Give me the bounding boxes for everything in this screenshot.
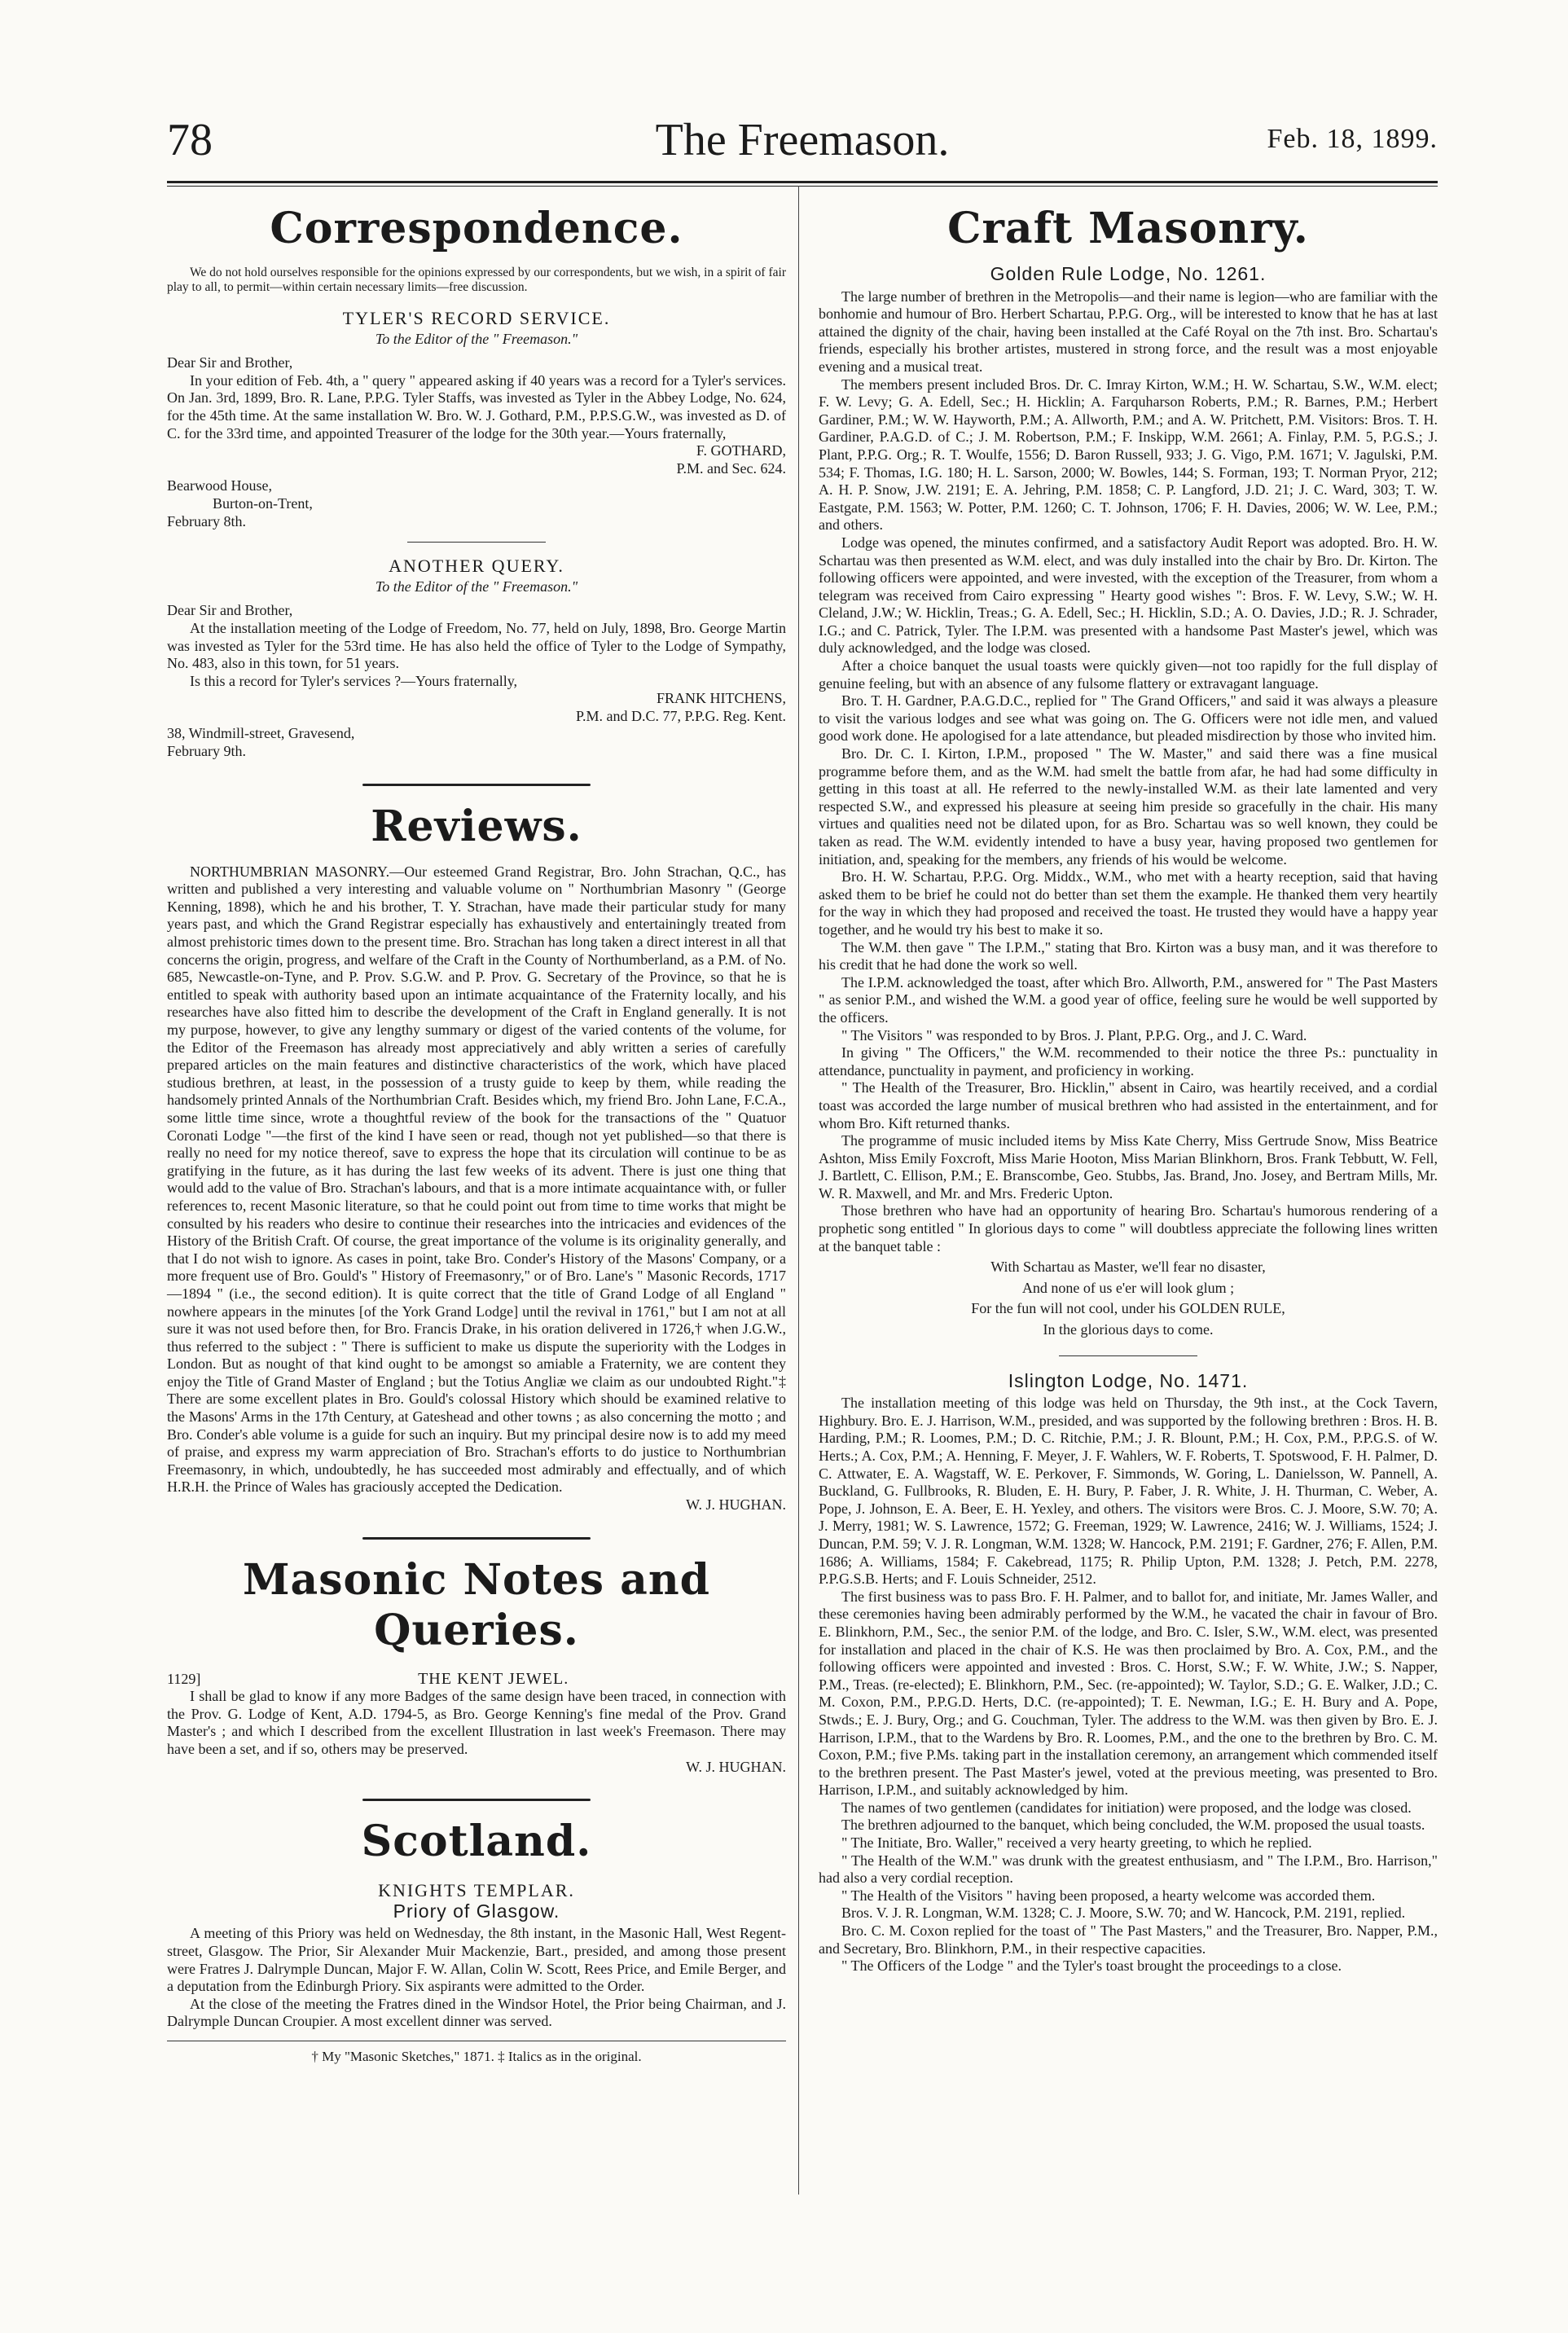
footnote: † My "Masonic Sketches," 1871. ‡ Italics as in the original. xyxy=(311,2048,642,2064)
letter-heading: TYLER'S RECORD SERVICE. xyxy=(342,308,611,328)
letter-addressee: To the Editor of the " Freemason." xyxy=(375,578,578,595)
report-paragraph: Bros. V. J. R. Longman, W.M. 1328; C. J. Moore, S.W. 70; and W. Hancock, P.M. 2191, replied. xyxy=(841,1905,1406,1922)
report-paragraph: After a choice banquet the usual toasts were quickly given—not too rapidly for the full display of genuine feeling, but with an absence of any fulsome flattery or extravagant language. xyxy=(819,657,1438,692)
report-paragraph: The I.P.M. acknowledged the toast, after which Bro. Allworth, P.M., answered for " The Past Masters " as senior P.M., and wished the W.M. a good year of office, feeling sure he would be well supported by the officers. xyxy=(819,973,1438,1026)
note-number: 1129] xyxy=(167,1670,201,1687)
letter-question: Is this a record for Tyler's services ?—Yours fraternally, xyxy=(190,672,518,689)
craft-masonry-title: Craft Masonry. xyxy=(947,204,1309,253)
letter-date: February 9th. xyxy=(167,743,246,760)
report-paragraph: Those brethren who have had an opportunity of hearing Bro. Schartau's humorous rendering of a prophetic song entitled " In glorious days to come " will doubtless appreciate the following lines written at the banquet table : xyxy=(819,1202,1438,1254)
report-paragraph: Bro. T. H. Gardner, P.A.G.D.C., replied for " The Grand Officers," and said it was always a pleasure to visit the various lodges and see what was going on. The G. Officers were not idle men, and valued good work done. He apologised for a late attendance, but pleaded misdirection by those who invited him. xyxy=(819,692,1438,745)
note-heading: THE KENT JEWEL. xyxy=(418,1669,569,1688)
report-paragraph: The members present included Bros. Dr. C. Imray Kirton, W.M.; H. W. Schartau, S.W., W.M. elect; F. W. Levy; G. A. Edell, Sec.; H. Hicklin; A. Farquharson Roberts, P.M.; R. Barnes, P.M.; Herbert Gardiner, P.M.; W. W. Hayworth, P.M.; A. Allworth, P.M.; and A. W. Pritchett, P.M. Visitors: Bros. T. H. Gardiner, P.A.G.D. of C.; J. M. Robertson, P.M.; F. Inskipp, W.M. 2661; A. Finlay, P.M. 5, P.G.S.; J. Plant, P.P.G. Org.; R. T. Woulfe, 1556; D. Baron Russell, 933; J. G. Vigo, P.M. 1671; V. Jagulski, P.M. 534; F. Thomas, I.G. 180; H. L. Sarson, 2000; W. Bowles, 144; S. Forman, 193; T. Norman Pryor, 212; A. H. P. Snow, J.W. 2191; E. A. Jehring, P.M. 1858; C. P. Langford, J.D. 21; J. C. Ward, 303; T. W. Eastgate, P.M. 1563; W. Potter, P.M. 1260; C. T. Johnson, 1706; F. H. Davies, 2006; W. W. Lee, P.M.; and others. xyxy=(819,376,1438,534)
report-paragraph: The first business was to pass Bro. F. H. Palmer, and to ballot for, and initiate, Mr. James Waller, and these ceremonies having been admirably performed by the W.M., he vacated the chair in favour of Bro. E. Blinkhorn, P.M., Sec., the senior P.M. of the lodge, and Bro. C. Isler, S.W., W.M. elect, was presented for installation and placed in the chair of K.S. He was then proclaimed by Bro. A. Cox, P.M., and the following officers were appointed and invested : Bros. C. Horst, S.W.; F. W. White, J.W.; S. Napper, P.M., Treas. (re-elected); E. Blinkhorn, P.M., Sec. (re-appointed); W. Taylor, S.D.; G. E. Walker, J.D.; C. M. Coxon, P.M., P.P.G.D. Herts, D.C. (re-appointed); T. E. Newman, I.G.; E. H. Bury and A. Pope, Stwds.; E. J. Bury, Org.; and G. Couchman, Tyler. The address to the W.M. was then given by Bro. E. J. Harrison, I.P.M., that to the Wardens by Bro. R. Loomes, P.M., and the one to the brethren by Bro. C. M. Coxon, P.M.; five P.Ms. taking part in the installation ceremony, an arrangement which commended itself to the brethren present. The Past Master's jewel, voted at the previous meeting, was presented to Bro. Harrison, I.P.M., and suitably acknowledged by him. xyxy=(819,1588,1438,1799)
lodge-heading: Golden Rule Lodge, No. 1261. xyxy=(990,263,1267,284)
letter-body: In your edition of Feb. 4th, a " query " appeared asking if 40 years was a record for a Tyler's services. On Jan. 3rd, 1899, Bro. R. Lane, P.P.G. Tyler Staffs, was invested as Tyler in the Abbey Lodge, No. 624, for the 45th time. At the same installation W. Bro. W. J. Gothard, P.M., P.P.S.G.W., was invested as D. of C. for the 33rd time, and appointed Treasurer of the lodge for the 30th year.—Yours fraternally, xyxy=(167,371,786,442)
column-divider xyxy=(798,186,799,2195)
letter-signature-title: P.M. and Sec. 624. xyxy=(676,459,786,477)
report-paragraph: The programme of music included items by Miss Kate Cherry, Miss Gertrude Snow, Miss Beatrice Ashton, Miss Emily Foxcroft, Miss Marie Hooton, Miss Marian Blinkhorn, Bros. Frank Tebbutt, W. Fell, J. Bartlett, C. Ellison, P.M.; E. Branscombe, Geo. Stubbs, Jas. Brand, Jno. Josey, and Bertram Mills, Mr. W. R. Maxwell, and Mr. and Mrs. Frederic Upton. xyxy=(819,1132,1438,1202)
right-column xyxy=(819,196,1438,1975)
poem-line: For the fun will not cool, under his GOLDEN RULE, xyxy=(971,1300,1285,1317)
letter-addressee: To the Editor of the " Freemason." xyxy=(375,330,578,347)
letter-heading: ANOTHER QUERY. xyxy=(389,556,564,577)
report-paragraph: " The Initiate, Bro. Waller," received a very hearty greeting, to which he replied. xyxy=(841,1834,1312,1852)
letter-signature: F. GOTHARD, xyxy=(696,442,786,459)
scotland-heading: KNIGHTS TEMPLAR. xyxy=(378,1880,575,1901)
report-paragraph: Lodge was opened, the minutes confirmed, and a satisfactory Audit Report was adopted. Bro. H. W. Schartau was then presented as W.M. elect, and was duly installed into the chair by Bro. Dr. Kirton. The following officers were appointed, and were invested, with the exception of the Treasurer, from whom a telegram was received from Cairo expressing " Hearty good wishes ": Bros. F. W. Levy, S.W.; W. H. Cleland, J.W.; W. Hicklin, Treas.; G. A. Edell, Sec.; H. Hicklin, S.D.; A. O. Davies, J.D.; R. J. Schrader, I.G.; and C. Patrick, Tyler. The I.P.M. was presented with a handsome Past Master's jewel, which was duly acknowledged, and the lodge was closed. xyxy=(819,534,1438,657)
golden-rule-report xyxy=(819,288,1438,1256)
review-text: —Our esteemed Grand Registrar, Bro. John Strachan, Q.C., has written and published a very interesting and valuable volume on " Northumbrian Masonry " (George Kenning, 1898), which he and his brother, T. Y. Strachan, have made their particular study for many years past, and which the Grand Registrar especially has exhaustively and entertainingly treated from almost prehistoric times down to the present time. Bro. Strachan has long taken a direct interest in all that concerns the origin, progress, and welfare of the Craft in the County of Northumberland, as a P.M. of No. 685, Newcastle-on-Tyne, and P. Prov. S.G.W. and P. Prov. G. Secretary of the Province, so that he is entitled to speak with authority based upon an intimate acquaintance of the Fraternity locally, and his researches have also fitted him to describe the development of the Craft in England generally. It is not my purpose, however, to give any lengthy summary or digest of the varied contents of the volume, for the Editor of the Freemason has already most appreciatively and ably written a series of carefully prepared articles on the main features and distinctive characteristics of the work, which have placed studious brethren, at least, in the possession of a trusty guide to keep by them, while reading the handsomely printed Annals of the Northumbrian Craft. Besides which, my friend Bro. John Lane, F.C.A., some little time since, wrote a thoughtful review of the book for the transactions of the " Quatuor Coronati Lodge "—the first of the kind I have seen or read, though not yet published—so that there is really no need for my notice thereof, save to express the hope that its circulation will continue to be as gratifying in the future, as it has during the last few weeks of its advent. There is just one thing that would add to the value of Bro. Strachan's labours, and that is a more intimate acquaintance with, or fuller references to, recent Masonic literature, so that he could point out from time to time works that might be consulted by his readers who desire to continue their researches into the intricacies and evidences of the History of the British Craft. Of course, the great importance of the volume is its originality generally, and that I do not wish to ignore. As cases in point, take Bro. Conder's History of the Masons' Company, or a more frequent use of Bro. Gould's " History of Freemasonry," or of Bro. Lane's " Masonic Records, 1717—1894 " (i.e., the second edition). It is quite correct that the title of Grand Lodge of all England " nowhere appears in the minutes [of the York Grand Lodge] until the revival in 1761," but I am not at all sure it was not used before then, for Bro. Francis Drake, in his oration delivered in 1726,† when J.G.W., thus referred to the subject : " There is sufficient to make us dispute the superiority with the Lodges in London. But as nought of that kind ought to be amongst so amiable a Fraternity, we are content they enjoy the Title of Grand Master of England ; but the Totius Angliæ we claim as our undoubted Right."‡ There are some excellent plates in Bro. Gould's colossal History which should be examined relative to the Masons' Arms in the 17th Century, at Gateshead and other towns ; as also concerning the motto ; and Bro. Conder's able volume is a guide for such an inquiry. But my principal desire now is to add my meed of praise, and express my warm appreciation of Bro. Strachan's efforts to do justice to Northumbrian Freemasonry, in which, undoubtedly, he has succeeded most admirably and effectually, and of which H.R.H. the Prince of Wales has graciously accepted the Dedication. xyxy=(167,863,786,1496)
header-rule-thin xyxy=(167,186,1438,187)
correspondence-disclaimer: We do not hold ourselves responsible for the opinions expressed by our correspondents, but we wish, in a spirit of fair play to all, to permit—within certain necessary limits—free discussion. xyxy=(167,266,786,294)
report-paragraph: Bro. H. W. Schartau, P.P.G. Org. Middx., W.M., who met with a hearty reception, said that having asked them to be brief he could not do better than set them the example. He thanked them very heartily for the way in which they had proposed and received the toast. He trusted they would have a happy year together, and he would try his best to make it so. xyxy=(819,868,1438,938)
islington-report xyxy=(819,1395,1438,1975)
header-rule xyxy=(167,181,1438,183)
poem-line: With Schartau as Master, we'll fear no disaster, xyxy=(990,1259,1266,1276)
section-rule xyxy=(362,780,591,789)
report-paragraph: Bro. Dr. C. I. Kirton, I.P.M., proposed " The W. Master," and said there was a fine musical programme before them, and as the W.M. had smelt the battle from afar, he had had some difficulty in getting in this toast at all. He referred to the newly-installed W.M. as their late lamented and very respected S.W., and expressed his pleasure at seeing him preside so gracefully in the chair. His many virtues and qualities need not be dilated upon, for as Bro. Schartau was so well known, they could be taken as read. The W.M. evidently intended to have a busy year, having proposed two gentlemen for initiation, and, speaking for the members, any friends of his would be welcome. xyxy=(819,745,1438,868)
letter-body: At the installation meeting of the Lodge of Freedom, No. 77, held on July, 1898, Bro. George Martin was invested as Tyler for the 53rd time. He has also held the office of Tyler to the Lodge of Sympathy, No. 483, also in this town, for 51 years. xyxy=(167,619,786,672)
letter-date: February 8th. xyxy=(167,512,246,529)
lodge-heading: Islington Lodge, No. 1471. xyxy=(1008,1369,1249,1391)
report-paragraph: " The Visitors " was responded to by Bros. J. Plant, P.P.G. Org., and J. C. Ward. xyxy=(841,1026,1307,1043)
report-paragraph: " The Health of the Visitors " having been proposed, a hearty welcome was accorded them. xyxy=(841,1887,1376,1904)
note-heading-row xyxy=(167,1671,786,1689)
masthead-title: The Freemason. xyxy=(655,115,950,165)
letter-address: Bearwood House, xyxy=(167,477,272,494)
correspondence-title: Correspondence. xyxy=(270,204,683,253)
note-signature: W. J. HUGHAN. xyxy=(686,1758,786,1775)
report-paragraph: The brethren adjourned to the banquet, which being concluded, the W.M. proposed the usual toasts. xyxy=(841,1817,1425,1834)
page-header xyxy=(167,114,1438,179)
divider xyxy=(407,542,546,543)
letter-address: Burton-on-Trent, xyxy=(213,494,313,512)
report-paragraph: Bro. C. M. Coxon replied for the toast of " The Past Masters," and the Treasurer, Bro. Napper, P.M., and Secretary, Bro. Blinkhorn, P.M., in their respective capacities. xyxy=(819,1922,1438,1957)
page-number: 78 xyxy=(167,115,213,165)
letter-salutation: Dear Sir and Brother, xyxy=(167,354,293,371)
section-rule xyxy=(362,1534,591,1542)
report-paragraph: The W.M. then gave " The I.P.M.," stating that Bro. Kirton was a busy man, and it was therefore to his credit that he had done the work so well. xyxy=(819,938,1438,973)
report-paragraph: The large number of brethren in the Metropolis—and their name is legion—who are familiar with the bonhomie and humour of Bro. Herbert Schartau, P.P.G. Org., will be interested to know that he has at last attained the dignity of the chair, having been installed at the Café Royal on the 7th inst. Bro. Schartau's friends, especially his brother artistes, mustered in strong force, and the result was a most enjoyable evening and a musical treat. xyxy=(819,288,1438,375)
letter-salutation: Dear Sir and Brother, xyxy=(167,602,293,619)
reviews-title: Reviews. xyxy=(371,801,582,851)
report-paragraph: " The Health of the Treasurer, Bro. Hicklin," absent in Cairo, was heartily received, and a cordial toast was accorded the large number of musical brethren who had assisted in the entertainment, and for whom Bro. Kift returned thanks. xyxy=(819,1079,1438,1131)
poem-line: And none of us e'er will look glum ; xyxy=(1021,1279,1235,1296)
note-body: I shall be glad to know if any more Badges of the same design have been traced, in connection with the Prov. G. Lodge of Kent, A.D. 1794-5, as Bro. George Kenning's fine medal of the Prov. Grand Master's ; and which I described from the excellent Illustration in last week's Freemason. There may have been a set, and if so, others may be preserved. xyxy=(167,1688,786,1757)
letter-signature: FRANK HITCHENS, xyxy=(656,690,786,707)
letter-signature-title: P.M. and D.C. 77, P.P.G. Reg. Kent. xyxy=(575,707,786,724)
report-paragraph: The installation meeting of this lodge was held on Thursday, the 9th inst., at the Cock Tavern, Highbury. Bro. E. J. Harrison, W.M., presided, and was supported by the following brethren : Bros. H. B. Harding, P.M.; R. Loomes, P.M.; D. C. Ritchie, P.M.; J. R. Blount, P.M.; H. Cox, P.M., P.P.G.S. of W. Herts.; A. Cox, P.M.; A. Henning, F. Meyer, J. F. Wahlers, W. F. Roberts, T. Spotswood, F. H. Palmer, D. C. Attwater, E. A. Wagstaff, W. E. Perkover, F. Simmonds, W. Goring, L. Danielsson, W. Pannell, A. Buckland, G. Fullbrooks, R. Bluden, E. H. Bury, P. Faber, J. R. White, J. H. Thurman, C. Weber, A. Pope, J. Johnson, E. A. Beer, E. H. Yexley, and others. The visitors were Bros. C. J. Moore, S.W. 70; A. J. Merry, 1981; W. S. Lawrence, 1572; G. Freeman, 1929; W. Lawrence, 2416; W. J. Williams, 1524; J. Duncan, P.M. 59; V. J. R. Longman, W.M. 1328; W. Hancock, P.M. 2191; F. Gardner, 276; F. Allen, P.M. 1686; A. Williams, 1584; F. Cakebread, 1175; R. Philip Upton, P.M. 1328; J. Petch, P.M. 2278, P.P.G.S.B. Herts; and F. Louis Schneider, 2512. xyxy=(819,1395,1438,1588)
poem-line: In the glorious days to come. xyxy=(1043,1321,1214,1338)
report-paragraph: " The Officers of the Lodge " and the Tyler's toast brought the proceedings to a close. xyxy=(841,1957,1342,1975)
divider xyxy=(1059,1355,1197,1356)
scotland-paragraph: A meeting of this Priory was held on Wednesday, the 8th instant, in the Masonic Hall, West Regent-street, Glasgow. The Prior, Sir Alexander Muir Mackenzie, Bart., presided, and among those present were Fratres J. Dalrymple Duncan, Major F. W. Allan, Colin W. Scott, Rees Price, and Emile Berger, and a deputation from the Edinburgh Priory. Six aspirants were admitted to the Order. xyxy=(167,1925,786,1995)
report-paragraph: The names of two gentlemen (candidates for initiation) were proposed, and the lodge was closed. xyxy=(841,1799,1412,1816)
notes-queries-title: Masonic Notes and Queries. xyxy=(242,1554,711,1655)
report-paragraph: In giving " The Officers," the W.M. recommended to their notice the three Ps.: punctuality in attendance, punctuality in payment, and proficiency in working. xyxy=(819,1044,1438,1079)
review-body xyxy=(167,863,786,1496)
left-column xyxy=(167,196,786,2066)
review-lead: NORTHUMBRIAN MASONRY. xyxy=(190,863,390,880)
scotland-paragraph: At the close of the meeting the Fratres dined in the Windsor Hotel, the Prior being Chairman, and J. Dalrymple Duncan Croupier. A most excellent dinner was served. xyxy=(167,1995,786,2030)
report-paragraph: " The Health of the W.M." was drunk with the greatest enthusiasm, and " The I.P.M., Bro. Harrison," had also a very cordial reception. xyxy=(819,1852,1438,1887)
letter-address: 38, Windmill-street, Gravesend, xyxy=(167,725,355,742)
review-signature: W. J. HUGHAN. xyxy=(686,1496,786,1514)
issue-date: Feb. 18, 1899. xyxy=(1267,124,1438,154)
section-rule xyxy=(362,1795,591,1804)
golden-rule-poem xyxy=(819,1259,1438,1338)
scotland-subheading: Priory of Glasgow. xyxy=(393,1900,560,1922)
scotland-title: Scotland. xyxy=(361,1817,592,1867)
